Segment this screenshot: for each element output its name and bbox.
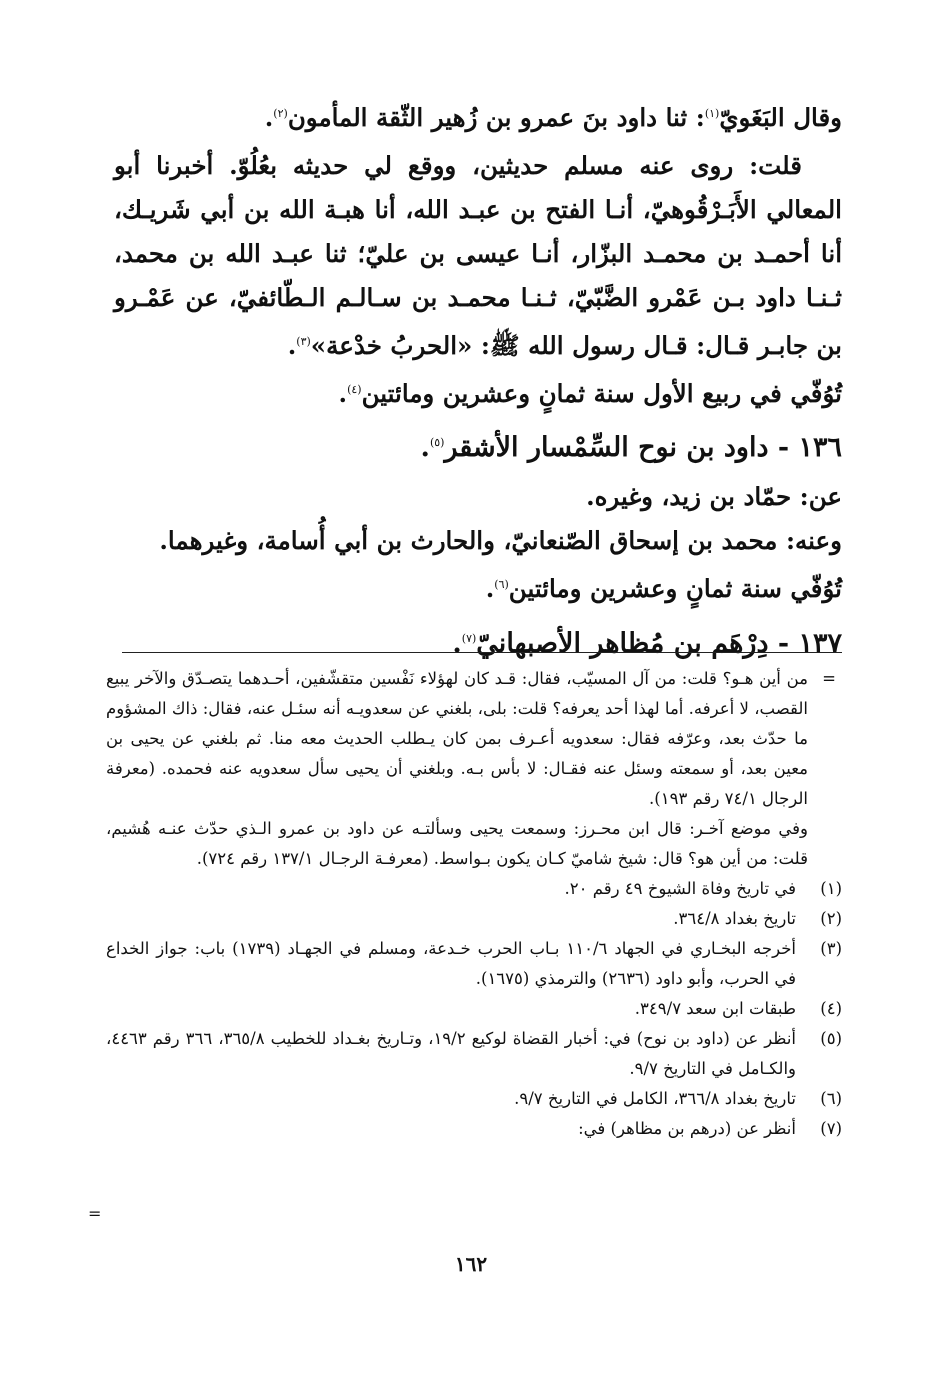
opening-line-text: : ثنا داود بنَ عمرو بن زُهير الثّقة المأمون	[287, 103, 705, 133]
punctuation: .	[287, 331, 297, 361]
footnote-separator	[122, 652, 842, 653]
footnote-text: تاريخ بغداد ٣٦٤/٨.	[673, 909, 796, 928]
footnote-item	[106, 1114, 842, 1144]
footnote-text: أنظر عن (درهم بن مظاهر) في:	[578, 1119, 796, 1138]
footnotes	[106, 664, 842, 1144]
entry-title-text: ١٣٧ - دِرْهَم بن مُظاهر الأصبهانيّ	[476, 627, 842, 659]
entry-heading-137	[114, 612, 842, 671]
footnote-ref: (٥)	[429, 436, 445, 450]
punctuation: .	[485, 574, 495, 604]
hadith-text: قلت: روى عنه مسلم حديثين، ووقع لي حديثه بعُلُوّ. أخبرنا أبو المعالي الأَبَـرْقُوهيّ، أنـا الفتح بن عبـد الله، أنا هبـة الله بن أبي شَريـك، أنا أحمـد بن محمـد البزّار، أنـا عيسى بن عليّ؛ ثنا عبـد الله بن محمد، ثـنـا داود بـن عَمْرو الضَّبّيّ، ثـنـا محمـد بن سـالـم الـطّائفيّ، عن عَمْـرو بن جابـر قـال: قـال رسول الله ﷺ: «الحربُ خدْعة»	[114, 151, 842, 361]
footnote-list	[106, 874, 842, 1144]
footnote-ref: (٢)	[273, 107, 288, 120]
entry-heading-136	[114, 416, 842, 475]
death-text: تُوُفّي سنة ثمانٍ وعشرين ومائتين	[508, 574, 842, 604]
footnote-item	[106, 904, 842, 934]
footnote-number: (٣)	[820, 939, 842, 958]
footnote-item	[106, 1024, 842, 1084]
footnote-ref: (٧)	[461, 631, 477, 645]
footnote-item	[106, 1084, 842, 1114]
death-text: تُوُفّي في ربيع الأول سنة ثمانٍ وعشرين ومائتين	[361, 379, 842, 409]
footnote-number: (٤)	[820, 999, 842, 1018]
footnote-text: في تاريخ وفاة الشيوخ ٤٩ رقم ٢٠.	[564, 879, 796, 898]
footnote-item	[106, 934, 842, 994]
footnote-number: (٦)	[820, 1089, 842, 1108]
continuation-mark: =	[88, 1204, 102, 1223]
footnote-ref: (١)	[704, 107, 720, 120]
continuation-marker: =	[822, 669, 836, 688]
continuation-paragraph: وفي موضع آخـر: قال ابن محـرز: وسمعت يحيى وسألتـه عن داود بن عمرو الـذي حدّث عنـه هُشيم، قلت: من أين هو؟ قال: شيخ شاميّ كـان يكون بـواسط. (معرفـة الرجـال ١٣٧/١ رقم ٧٢٤).	[106, 819, 808, 868]
hadith-paragraph	[114, 144, 842, 368]
footnote-text: أنظر عن (داود بن نوح) في: أخبار القضاة لوكيع ١٩/٢، وتـاريخ بغـداد للخطيب ٣٦٥/٨، ٣٦٦ رقم ٤٤٦٣، والكـامل في التاريخ ٩/٧.	[106, 1029, 797, 1078]
footnote-number: (٧)	[820, 1119, 842, 1138]
footnote-text: طبقات ابن سعد ٣٤٩/٧.	[634, 999, 796, 1018]
continuation-paragraph: من أين هـو؟ قلت: من آل المسيّب، فقال: قـد كان لهؤلاء نَفْسين متقشّفين، أحـدهما يتصـدّق والآخر يبيع القصب، لا أعرفه. أما لهذا أحد يعرفه؟ قلت: بلى، بلغني عن سعدويـه أنه سئـل عنه، فقال: ذاك المشؤوم ما حدّث بعد، وعرّفه فقال: سعدويه أعـرف بمن كان يـطلب الحديث معه منا. ثم بلغني عن يحيى بن معين بعد، أو سمعته وسئل عنه فقـال: لا بأس بـه. وبلغني أن يحيى سأل سعدويه عنه فحمده. (معرفة الرجال ٧٤/١ رقم ١٩٣).	[106, 669, 808, 808]
students-line: وعنه: محمد بن إسحاق الصّنعانيّ، والحارث بن أبي أُسامة، وغيرهما.	[159, 526, 842, 556]
opening-line	[114, 92, 842, 140]
death-note	[114, 368, 842, 416]
footnote-ref: (٦)	[494, 578, 509, 592]
footnote-number: (٢)	[820, 909, 842, 928]
footnote-item	[106, 994, 842, 1024]
punctuation: .	[420, 432, 430, 464]
footnote-number: (٥)	[820, 1029, 842, 1048]
footnote-number: (١)	[820, 879, 842, 898]
entry-title-text: ١٣٦ - داود بن نوح السِّمْسار الأشقر	[444, 432, 842, 464]
page-number: ١٦٢	[454, 1252, 488, 1276]
footnote-continuation	[106, 664, 842, 874]
punctuation: .	[264, 103, 274, 133]
footnote-item	[106, 874, 842, 904]
footnote-ref: (٤)	[347, 383, 362, 397]
footnote-ref: (٣)	[296, 335, 311, 349]
footnote-text: تاريخ بغداد ٣٦٦/٨، الكامل في التاريخ ٩/٧.	[514, 1089, 796, 1108]
death-note	[114, 563, 842, 611]
footnote-text: أخرجه البخـاري في الجهاد ١١٠/٦ بـاب الحرب خـدعة، ومسلم في الجهـاد (١٧٣٩) باب: جواز الخداع في الحرب، وأبو داود (٢٦٣٦) والترمذي (١٦٧٥).	[106, 939, 796, 988]
teachers-line: عن: حمّاد بن زيد، وغيره.	[586, 482, 842, 512]
opening-line-text: وقال البَغَويّ	[719, 103, 842, 133]
punctuation: .	[338, 379, 348, 409]
main-text	[114, 92, 842, 671]
punctuation: .	[452, 627, 462, 659]
